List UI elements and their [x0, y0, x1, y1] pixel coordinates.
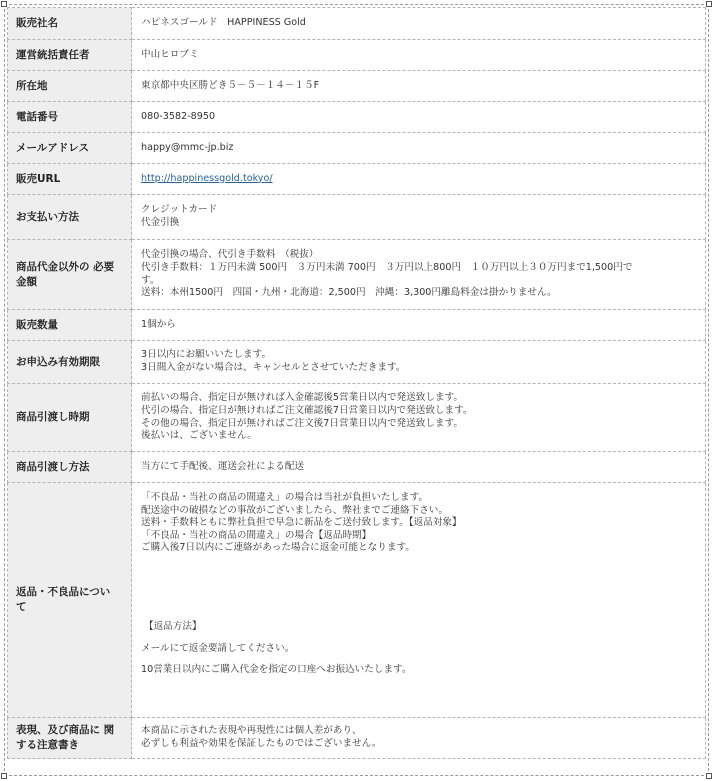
table-row: [8, 133, 706, 164]
row-label: 販売社名: [8, 8, 132, 40]
row-value: [132, 164, 706, 195]
resize-handle-bottom-right[interactable]: [706, 773, 712, 779]
row-value: 中山ヒロブミ: [132, 40, 706, 71]
row-label: お申込み有効期限: [8, 341, 132, 384]
row-value: 080-3582-8950: [132, 102, 706, 133]
row-label: 返品・不良品につい て: [8, 483, 132, 718]
table-row: [8, 102, 706, 133]
table-row: [8, 240, 706, 310]
row-value: 「不良品・当社の商品の間違え」の場合は当社が負担いたします。 配送途中の破損などの事故がございましたら、弊社までご連絡下さい。 送料・手数料ともに弊社負担で早急に新品をご送付致します。【返品対象】 「不良品・当社の商品の間違え」の場合【返品時期】 ご購入後7日以内にご連絡があった場合に返金可能となります。 【返品方法】 メールにて返金要請してください。 10営業日以内にご購入代金を指定の口座へお振込いたします。: [132, 483, 706, 718]
table-row: [8, 195, 706, 240]
table-row: [8, 310, 706, 341]
table-row: [8, 8, 706, 40]
table-row: [8, 483, 706, 718]
table-row: [8, 341, 706, 384]
resize-handle-bottom-left[interactable]: [1, 773, 7, 779]
row-label: 所在地: [8, 71, 132, 102]
row-label: 運営統括責任者: [8, 40, 132, 71]
row-value: 本商品に示された表現や再現性には個人差があり、 必ずしも利益や効果を保証したものではございません。: [132, 718, 706, 759]
row-value: 1個から: [132, 310, 706, 341]
row-label: 販売数量: [8, 310, 132, 341]
row-value: 東京都中央区勝どき５－５－１４－１５F: [132, 71, 706, 102]
table-row: [8, 384, 706, 452]
resize-handle-top-right[interactable]: [706, 1, 712, 7]
row-value: クレジットカード 代金引換: [132, 195, 706, 240]
row-label: 商品引渡し方法: [8, 452, 132, 483]
row-label: 商品代金以外の 必要金額: [8, 240, 132, 310]
row-label: メールアドレス: [8, 133, 132, 164]
table-row: [8, 71, 706, 102]
table-row: [8, 452, 706, 483]
table-row: [8, 164, 706, 195]
row-label: 商品引渡し時期: [8, 384, 132, 452]
row-value: 代金引換の場合、代引き手数料 （税抜） 代引き手数料：１万円未満 500円 ３万円未満 700円 ３万円以上800円 １０万円以上３０万円まで1,500円で す。 送料：本州1500円 四国・九州・北海道：2,500円 沖縄：3,300円離島料金は掛かりません。: [132, 240, 706, 310]
sales-url-link[interactable]: http://happinessgold.tokyo/: [141, 172, 273, 184]
row-value: happy@mmc-jp.biz: [132, 133, 706, 164]
table-row: [8, 718, 706, 759]
row-value: 3日以内にお願いいたします。 3日間入金がない場合は、キャンセルとさせていただきます。: [132, 341, 706, 384]
row-label: 電話番号: [8, 102, 132, 133]
row-value: 前払いの場合、指定日が無ければ入金確認後5営業日以内で発送致します。 代引の場合、指定日が無ければご注文確認後7日営業日以内で発送致します。 その他の場合、指定日が無ければご注文後7日営業日以内で発送致します。 後払いは、ございません。: [132, 384, 706, 452]
row-label: 表現、及び商品に 関する注意書き: [8, 718, 132, 759]
row-label: 販売URL: [8, 164, 132, 195]
business-info-table: [7, 7, 706, 759]
row-value: 当方にて手配後、運送会社による配送: [132, 452, 706, 483]
row-value: ハピネスゴールド HAPPINESS Gold: [132, 8, 706, 40]
table-row: [8, 40, 706, 71]
row-label: お支払い方法: [8, 195, 132, 240]
